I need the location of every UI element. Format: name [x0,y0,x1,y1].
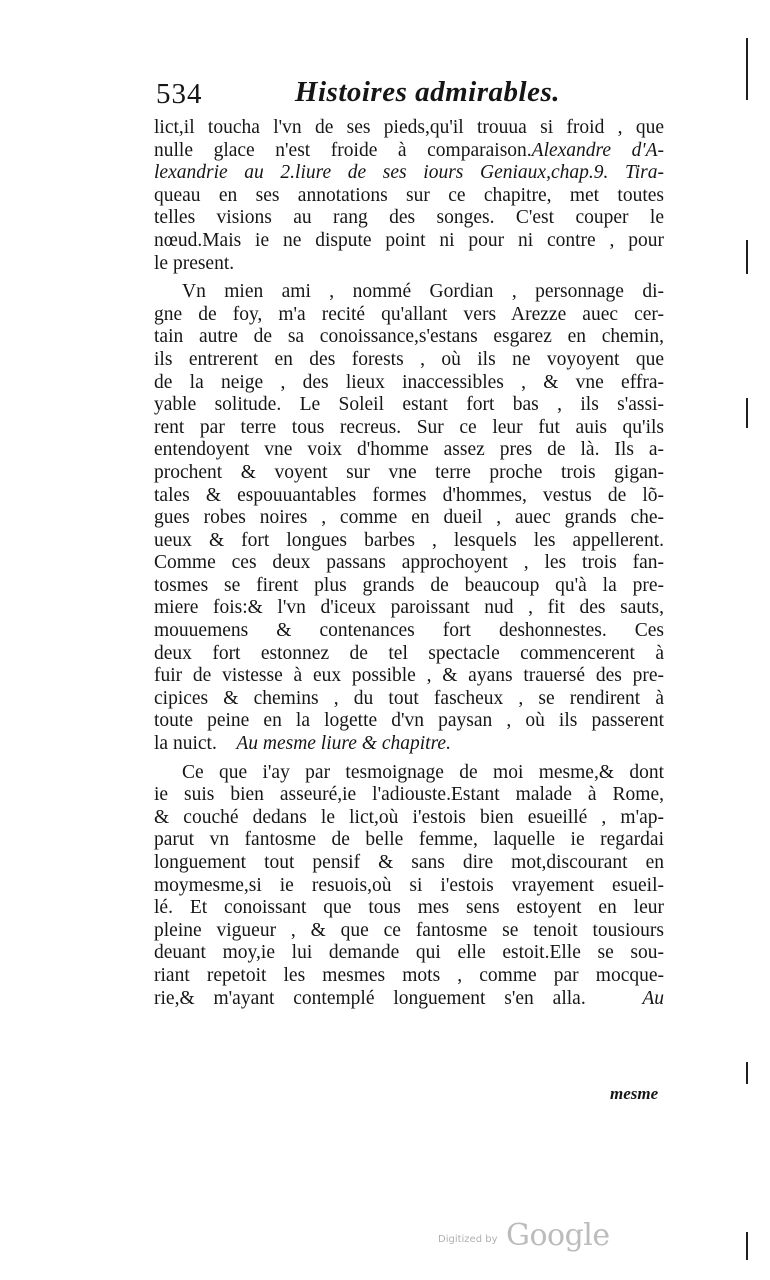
text-run: la nuict. [154,733,217,755]
text-run: rie,& m'ayant contemplé longuement s'en alla. [154,987,586,1009]
text-line: gues robes noires , comme en dueil , auec grands che- [154,507,664,529]
text-line: & couché dedans le lict,où i'estois bien esueillé , m'ap- [154,806,664,828]
catchword: mesme [610,1084,659,1103]
text-line: Vn mien ami , nommé Gordian , personnage di- [182,281,664,303]
text-line: pleine vigueur , & que ce fantosme se tenoit tousiours [154,919,664,941]
margin-edge-mark [746,38,748,100]
text-line: le present. [154,252,235,274]
text-line: longuement tout pensif & sans dire mot,discourant en [154,852,664,873]
text-line [154,162,664,185]
text-line: de la neige , des lieux inaccessibles , & vne effra- [154,371,664,393]
text-line [154,140,664,163]
running-title: Histoires admirables. [294,76,560,108]
text-line: tosmes se firent plus grands de beaucoup qu'à la pre- [154,574,664,596]
text-line: parut vn fantosme de belle femme, laquelle ie regardai [154,829,664,851]
text-line: gne de foy, m'a recité qu'allant vers Arezze auec cer- [154,303,664,325]
text-line: cipices & chemins , du tout fascheux , se rendirent à [154,687,664,709]
text-line: lé. Et conoissant que tous mes sens estoyent en leur [154,897,664,919]
text-line: moymesme,si ie resuois,où si i'estois vrayement esueil- [154,874,664,896]
text-line: toute peine en la logette d'vn paysan , où ils passerent [154,710,664,732]
body-text [154,117,664,1010]
digitized-watermark [438,1218,608,1258]
text-line: deuant moy,ie lui demande qui elle estoit.Elle se sou- [154,942,664,964]
citation: Au mesme liure & chapitre. [236,733,451,755]
text-line: mouuemens & contenances fort deshonnestes. Ces [154,620,664,642]
page-header [156,76,560,116]
citation: Au [642,987,664,1009]
google-logo: Google [506,1218,610,1253]
margin-edge-mark [746,240,748,274]
text-line: tales & espouuantables formes d'hommes, vestus de lõ- [154,484,664,506]
margin-edge-mark [746,1062,748,1084]
text-line: deux fort estonnez de tel spectacle commencerent à [154,642,664,664]
text-line: ueux & fort longues barbes , lesquels les appellerent. [154,529,664,551]
watermark-prefix: Digitized by [438,1234,498,1245]
citation: Alexandre d'A- [531,139,664,161]
text-run: nulle glace n'est froide à comparaison. [154,139,532,161]
text-line: queau en ses annotations sur ce chapitre, met toutes [154,184,664,206]
text-line: yable solitude. Le Soleil estant fort bas , ils s'assi- [154,394,664,416]
text-line: nœud.Mais ie ne dispute point ni pour ni contre , pour [154,229,664,251]
text-line: ie suis bien asseuré,ie l'adiouste.Estant malade à Rome, [154,784,664,806]
text-line: riant repetoit les mesmes mots , comme par mocque- [154,964,664,986]
text-line: lict,il toucha l'vn de ses pieds,qu'il trouua si froid , que [154,117,664,138]
page-number: 534 [156,78,203,110]
text-line: ils entrerent en des forests , où ils ne voyoyent que [154,348,664,370]
text-line [154,733,664,756]
text-line: tain autre de sa conoissance,s'estans esgarez en chemin, [154,326,664,348]
text-line: prochent & voyent sur vne terre proche trois gigan- [154,461,664,483]
text-line [154,988,664,1011]
text-line: miere fois:& l'vn d'iceux paroissant nud , fit des sauts, [154,597,664,619]
text-line: Comme ces deux passans approchoyent , les trois fan- [154,552,664,574]
text-line: telles visions au rang des songes. C'est couper le [154,207,664,229]
citation: lexandrie au 2.liure de ses iours Geniaux,chap.9. Tira- [154,162,664,184]
text-line: fuir de vistesse à eux possible , & ayans trauersé des pre- [154,665,664,687]
margin-edge-mark [746,1232,748,1260]
text-line: entendoyent vne voix d'homme assez pres de là. Ils a- [154,439,664,461]
text-line: rent par terre tous recreus. Sur ce leur fut auis qu'ils [154,416,664,438]
margin-edge-mark [746,398,748,428]
text-line: Ce que i'ay par tesmoignage de moi mesme,& dont [182,761,664,783]
